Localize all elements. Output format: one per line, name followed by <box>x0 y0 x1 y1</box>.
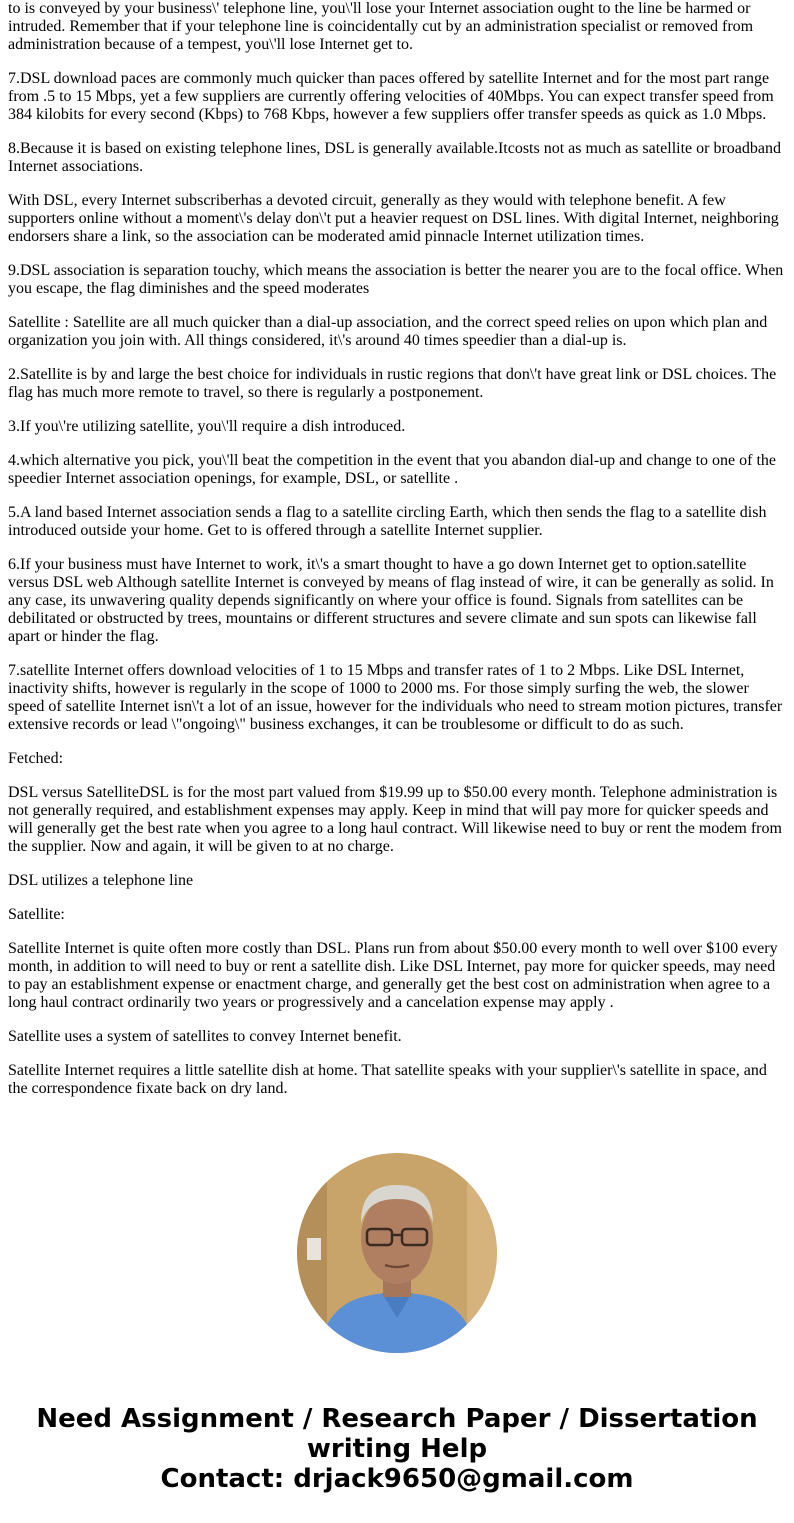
promo-headline: Need Assignment / Research Paper / Dissertation writing Help <box>36 1404 758 1464</box>
paragraph: to is conveyed by your business\' telephone line, you\'ll lose your Internet association ought to the line be harmed or intruded. Remember that if your telephone line is coincidentally cut by an administration specialist or removed from administration because of a tempest, you\'ll lose Internet get to. <box>8 0 754 53</box>
section-heading: Fetched: <box>8 750 64 767</box>
photo-wall-panel <box>467 1153 497 1353</box>
paragraph: 2.Satellite is by and large the best choice for individuals in rustic regions that don\'t have great link or DSL choices. The flag has much more remote to travel, so there is regularly a postponement. <box>8 366 777 401</box>
paragraph: Satellite : Satellite are all much quicker than a dial-up association, and the correct speed relies on upon which plan and organization you join with. All things considered, it\'s around 40 times speedier than a dial-up is. <box>8 314 768 349</box>
paragraph: With DSL, every Internet subscriberhas a devoted circuit, generally as they would with telephone benefit. A few supporters online without a moment\'s delay don\'t put a heavier request on DSL lines. With digital Internet, neighboring endorsers share a link, so the association can be moderated amid pinnacle Internet utilization times. <box>8 192 779 245</box>
paragraph: 8.Because it is based on existing telephone lines, DSL is generally available.Itcosts not as much as satellite or broadband Internet associations. <box>8 140 781 175</box>
paragraph: Satellite Internet is quite often more costly than DSL. Plans run from about $50.00 every month to well over $100 every month, in addition to will need to buy or rent a satellite dish. Like DSL Internet, pay more for quicker speeds, may need to pay an establishment expense or enactment charge, and generally get the best cost on administration when agree to a long haul contract ordinarily two years or progressively and a cancelation expense may apply . <box>8 940 778 1011</box>
paragraph: 3.If you\'re utilizing satellite, you\'ll require a dish introduced. <box>8 418 406 435</box>
paragraph: 4.which alternative you pick, you\'ll beat the competition in the event that you abandon dial-up and change to one of the speedier Internet association openings, for example, DSL, or satellite . <box>8 452 776 487</box>
article-body <box>8 0 786 1114</box>
promo-contact: Contact: drjack9650@gmail.com <box>160 1464 634 1494</box>
paragraph: DSL utilizes a telephone line <box>8 872 194 889</box>
paragraph: DSL versus SatelliteDSL is for the most part valued from $19.99 up to $50.00 every month. Telephone administration is not generally required, and establishment expenses may apply. Keep in mind that will pay more for quicker speeds and will generally get the best rate when you agree to a long haul contract. Will likewise need to buy or rent the modem from the supplier. Now and again, it will be given to at no charge. <box>8 784 782 855</box>
author-photo <box>297 1153 497 1353</box>
paragraph: Satellite Internet requires a little satellite dish at home. That satellite speaks with your supplier\'s satellite in space, and the correspondence fixate back on dry land. <box>8 1062 767 1097</box>
paragraph: 9.DSL association is separation touchy, which means the association is better the nearer you are to the focal office. When you escape, the flag diminishes and the speed moderates <box>8 262 784 297</box>
paragraph: 7.DSL download paces are commonly much quicker than paces offered by satellite Internet and for the most part range from .5 to 15 Mbps, yet a few suppliers are currently offering velocities of 40Mbps. You can expect transfer speed from 384 kilobits for every second (Kbps) to 768 Kbps, however a few suppliers offer transfer speeds as quick as 1.0 Mbps. <box>8 70 774 123</box>
paragraph: 5.A land based Internet association sends a flag to a satellite circling Earth, which then sends the flag to a satellite dish introduced outside your home. Get to is offered through a satellite Internet supplier. <box>8 504 767 539</box>
promo-banner <box>0 1404 794 1494</box>
paragraph: 7.satellite Internet offers download velocities of 1 to 15 Mbps and transfer rates of 1 to 2 Mbps. Like DSL Internet, inactivity shifts, however is regularly in the scope of 1000 to 2000 ms. For those simply surfing the web, the slower speed of satellite Internet isn\'t a lot of an issue, however for the individuals who need to stream motion pictures, transfer extensive records or lead \"ongoing\" business exchanges, it can be troublesome or difficult to do as such. <box>8 662 783 733</box>
photo-switch <box>307 1238 321 1260</box>
paragraph: 6.If your business must have Internet to work, it\'s a smart thought to have a go down Internet get to option.satellite versus DSL web Although satellite Internet is conveyed by means of flag instead of wire, it can be generally as solid. In any case, its unwavering quality depends significantly on where your office is found. Signals from satellites can be debilitated or obstructed by trees, mountains or different structures and severe climate and sun spots can likewise fall apart or hinder the flag. <box>8 556 774 645</box>
author-avatar <box>297 1153 497 1353</box>
section-heading: Satellite: <box>8 906 65 923</box>
paragraph: Satellite uses a system of satellites to convey Internet benefit. <box>8 1028 402 1045</box>
